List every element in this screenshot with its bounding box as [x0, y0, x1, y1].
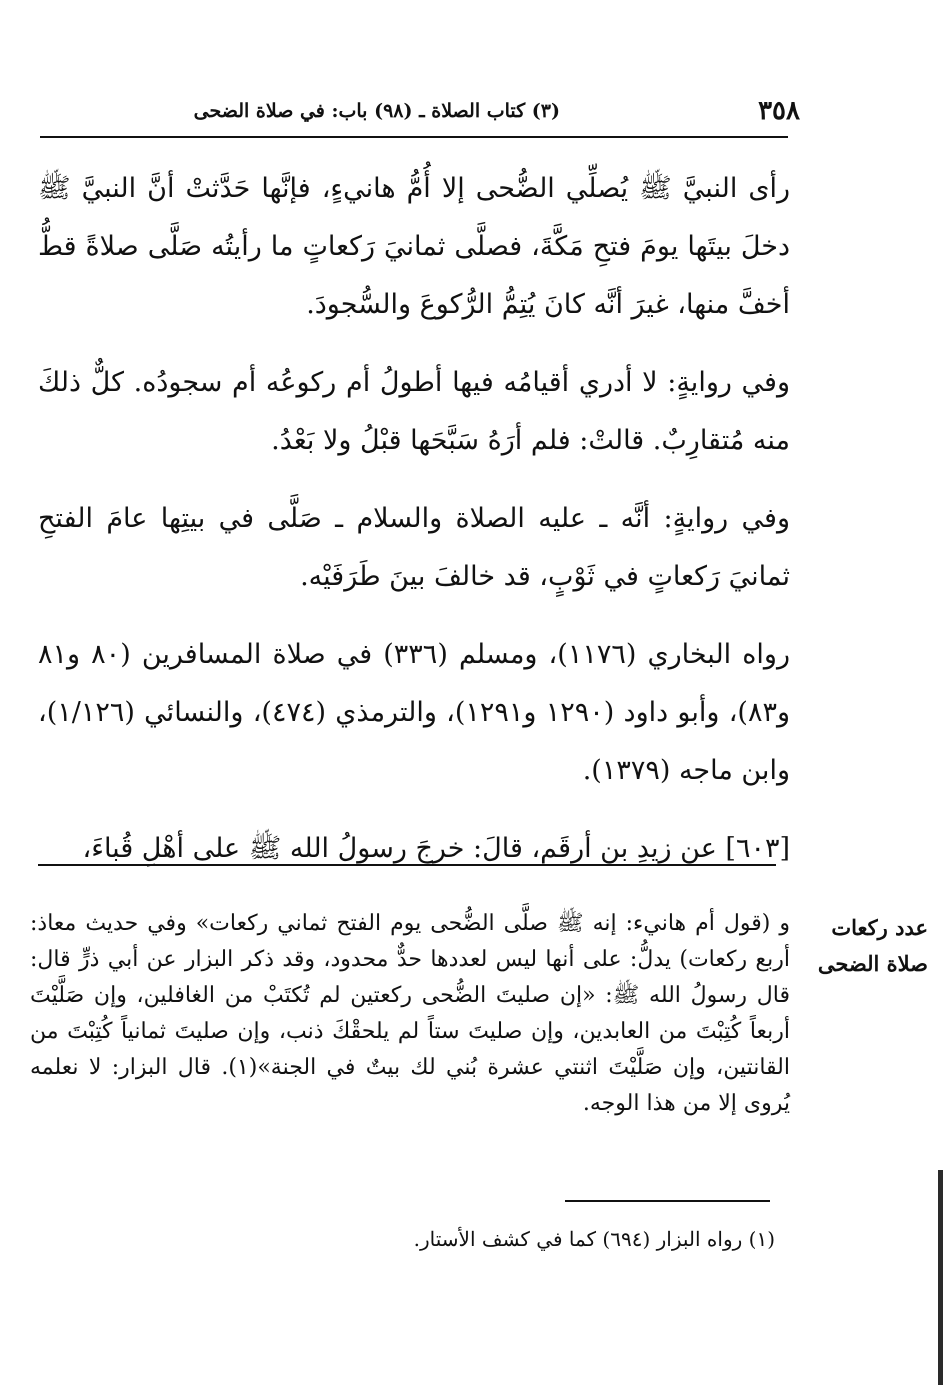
header-rule	[40, 136, 788, 138]
footnote: (١) رواه البزار (٦٩٤) كما في كشف الأستار.	[413, 1227, 775, 1251]
main-text	[38, 160, 790, 898]
page-header	[40, 96, 800, 136]
hadith-paragraph: وفي روايةٍ: أنَّه ـ عليه الصلاة والسلام ـ صَلَّى في بيتِها عامَ الفتحِ ثمانيَ رَكعاتٍ في ثَوْبٍ، قد خالفَ بينَ طَرَفَيْه.	[38, 503, 790, 592]
hadith-paragraph: وفي روايةٍ: لا أدري أقيامُه فيها أطولُ أم ركوعُه أم سجودُه. كلٌّ ذلكَ منه مُتقارِبٌ. قالتْ: فلم أرَهُ سَبَّحَها قبْلُ ولا بَعْدُ.	[38, 367, 790, 456]
footnote-divider	[565, 1200, 770, 1202]
page-edge-shadow	[938, 1170, 943, 1385]
section-divider	[38, 864, 776, 866]
commentary-text: و (قول أم هانيء: إنه ﷺ صلَّى الضُّحى يوم الفتح ثماني ركعات» وفي حديث معاذ: أربع ركعات) يدلُّ: على أنها ليس لعددها حدٌّ محدود، وقد ذكر البزار عن أبي ذرٍّ قال: قال رسولُ الله ﷺ: «إن صليتَ الضُّحى ركعتين لم تُكتَبْ من الغافلين، وإن صَلَّيْتَ أربعاً كُتِبْتَ من العابدين، وإن صليتَ ستاً لم يلحقْكَ ذنب، وإن صليتَ ثمانياً كُتِبْتَ من القانتين، وإن صَلَّيْتَ اثنتي عشرة بُني لك بيتٌ في الجنة»(١). قال البزار: لا نعلمه يُروى إلا من هذا الوجه.	[30, 911, 790, 1116]
takhrij-paragraph: رواه البخاري (١١٧٦)، ومسلم (٣٣٦) في صلاة المسافرين (٨٠ و٨١ و٨٣)، وأبو داود (١٢٩٠ و١٢٩١)، والترمذي (٤٧٤)، والنسائي (١/١٢٦)، وابن ماجه (١٣٧٩).	[38, 639, 791, 786]
hadith-heading-paragraph: [٦٠٣] عن زيدِ بن أرقَم، قالَ: خرجَ رسولُ الله ﷺ على أهْلِ قُباءَ،	[82, 833, 790, 864]
hadith-paragraph: رأى النبيَّ ﷺ يُصلِّي الضُّحى إلا أُمُّ هانيءٍ، فإنَّها حَدَّثتْ أنَّ النبيَّ ﷺ دخلَ بيتَها يومَ فتحِ مَكَّةَ، فصلَّى ثمانيَ رَكعاتٍ ما رأيتُه صَلَّى صلاةً قطُّ أخفَّ منها، غيرَ أنَّه كانَ يُتِمُّ الرُّكوعَ والسُّجودَ.	[38, 173, 790, 320]
margin-note: عدد ركعات صلاة الضحى	[817, 915, 928, 976]
running-title: (٣) كتاب الصلاة ـ (٩٨) باب: في صلاة الضحى	[193, 100, 560, 122]
page-number: ٣٥٨	[758, 96, 800, 126]
